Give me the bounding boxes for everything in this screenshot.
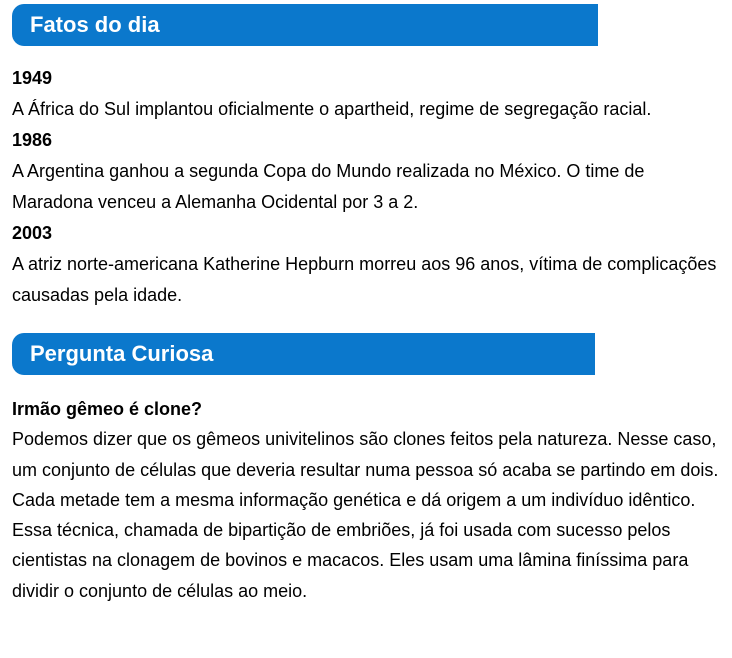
fatos-do-dia-title: Fatos do dia	[30, 12, 160, 37]
fact-year: 1986	[12, 130, 53, 150]
fact-text: A atriz norte-americana Katherine Hepburn morreu aos 96 anos, vítima de complicações causadas pela idade.	[12, 254, 717, 305]
pergunta-curiosa-header	[12, 333, 595, 375]
fact-year: 2003	[12, 223, 53, 243]
fact-entry-2003	[12, 218, 724, 311]
fact-entry-1949	[12, 63, 724, 125]
question-heading: Irmão gêmeo é clone?	[12, 399, 203, 419]
fatos-do-dia-header	[12, 4, 598, 46]
fatos-do-dia-list	[12, 63, 724, 311]
pergunta-curiosa-content	[12, 394, 724, 606]
pergunta-curiosa-title: Pergunta Curiosa	[30, 341, 214, 366]
fact-text: A África do Sul implantou oficialmente o apartheid, regime de segregação racial.	[12, 99, 652, 119]
fact-text: A Argentina ganhou a segunda Copa do Mundo realizada no México. O time de Maradona venceu a Alemanha Ocidental por 3 a 2.	[12, 161, 645, 212]
fact-entry-1986	[12, 125, 724, 218]
answer-paragraph: Podemos dizer que os gêmeos univitelinos são clones feitos pela natureza. Nesse caso, um conjunto de células que deveria resultar numa pessoa só acaba se partindo em dois. Cada metade tem a mesma informação genética e dá origem a um indivíduo idêntico. Essa técnica, chamada de bipartição de embriões, já foi usada com sucesso pelos cientistas na clonagem de bovinos e macacos. Eles usam uma lâmina finíssima para dividir o conjunto de células ao meio.	[12, 429, 719, 601]
fact-year: 1949	[12, 68, 53, 88]
